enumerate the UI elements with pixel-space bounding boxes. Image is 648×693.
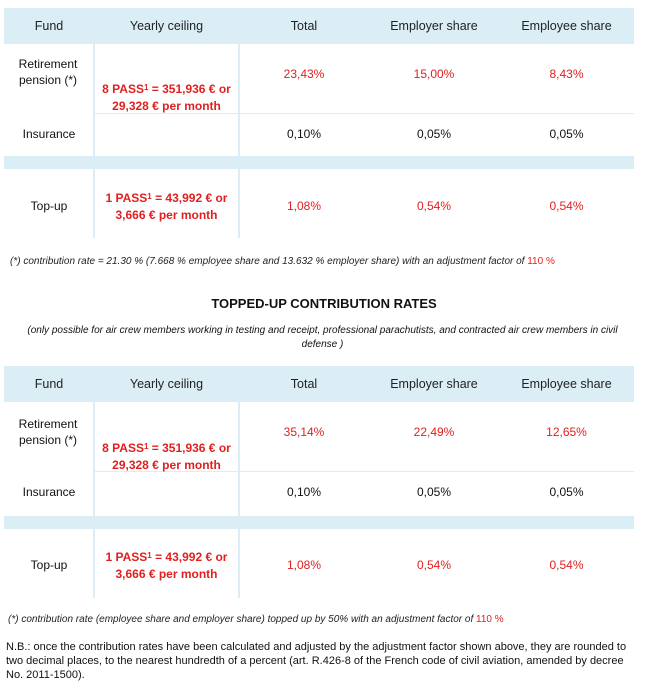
table-row-fund: Top-up xyxy=(30,558,68,572)
header-fund: Fund xyxy=(34,377,64,391)
yearly-ceiling-8-pass: 8 $PASS^1 = 351,936$ € or 29,328 € per month xyxy=(102,441,231,472)
table-row-employee: 0,54% xyxy=(549,199,584,213)
yearly-ceiling-1-pass: 1 $PASS^1 = 43,992$ € or 3,666 € per month xyxy=(105,550,228,581)
table-row-total: 0,10% xyxy=(286,485,322,499)
table-row-employer: 0,54% xyxy=(416,199,452,213)
header-total: Total xyxy=(290,19,318,33)
row-separator xyxy=(4,156,634,169)
table-row-fund: Insurance xyxy=(22,485,76,499)
header-employer-share: Employer share xyxy=(390,19,478,33)
table-row-employer: 0,05% xyxy=(416,127,452,141)
table-row-employer: 0,54% xyxy=(416,558,452,572)
contribution-table xyxy=(4,8,634,238)
header-employer-share: Employer share xyxy=(390,377,478,391)
table-row-total: 1,08% xyxy=(286,199,322,213)
header-total: Total xyxy=(290,377,318,391)
header-employee-share: Employee share xyxy=(521,377,612,391)
header-yearly-ceiling: Yearly ceiling xyxy=(129,377,204,391)
header-yearly-ceiling: Yearly ceiling xyxy=(129,19,204,33)
section-title: TOPPED-UP CONTRIBUTION RATES xyxy=(211,296,437,311)
nb-rounding-note: N.B.: once the contribution rates have been calculated and adjusted by the adjustment factor shown above, they are rounded to two decimal places, to the nearest hundredth of a percent (art. R.426-8 of the French code of civil aviation, amended by decree No. 2011-1500). xyxy=(6,641,627,681)
yearly-ceiling-1-pass: 1 $PASS^1 = 43,992$ € or 3,666 € per month xyxy=(105,191,228,222)
table-row-total: 1,08% xyxy=(286,558,322,572)
table-row-total: 35,14% xyxy=(283,425,325,439)
yearly-ceiling-8-pass: 8 $PASS^1 = 351,936$ € or 29,328 € per month xyxy=(102,82,231,113)
table-header xyxy=(4,8,634,44)
header-fund: Fund xyxy=(34,19,64,33)
table-row-employee: 8,43% xyxy=(549,67,584,81)
table-row-fund: Retirement pension (*) xyxy=(18,57,78,87)
table-row-fund: Retirement pension (*) xyxy=(18,417,78,447)
table-row-fund: Top-up xyxy=(30,199,68,213)
footnote-contribution-rate: (*) contribution rate = 21.30 % (7.668 % employee share and 13.632 % employer share) with an adjustment factor of 110 % xyxy=(10,256,555,267)
table-row-employee: 0,05% xyxy=(549,485,584,499)
section-subtitle: (only possible for air crew members working in testing and receipt, professional parachutists, and contracted air crew members in civil defense ) xyxy=(27,325,618,350)
row-separator xyxy=(4,516,634,529)
table-row-total: 23,43% xyxy=(283,67,325,81)
table-row-employer: 22,49% xyxy=(413,425,455,439)
table-row-employee: 12,65% xyxy=(546,425,587,439)
table-row-total: 0,10% xyxy=(286,127,322,141)
table-row-employer: 0,05% xyxy=(416,485,452,499)
topped-up-contribution-table xyxy=(4,366,634,598)
footnote-topped-up-rate: (*) contribution rate (employee share and employer share) topped up by 50% with an adjustment factor of 110 % xyxy=(8,614,504,625)
table-row-employer: 15,00% xyxy=(413,67,455,81)
table-row-employee: 0,05% xyxy=(549,127,584,141)
header-employee-share: Employee share xyxy=(521,19,612,33)
table-header xyxy=(4,366,634,402)
table-row-employee: 0,54% xyxy=(549,558,584,572)
table-row-fund: Insurance xyxy=(22,127,76,141)
